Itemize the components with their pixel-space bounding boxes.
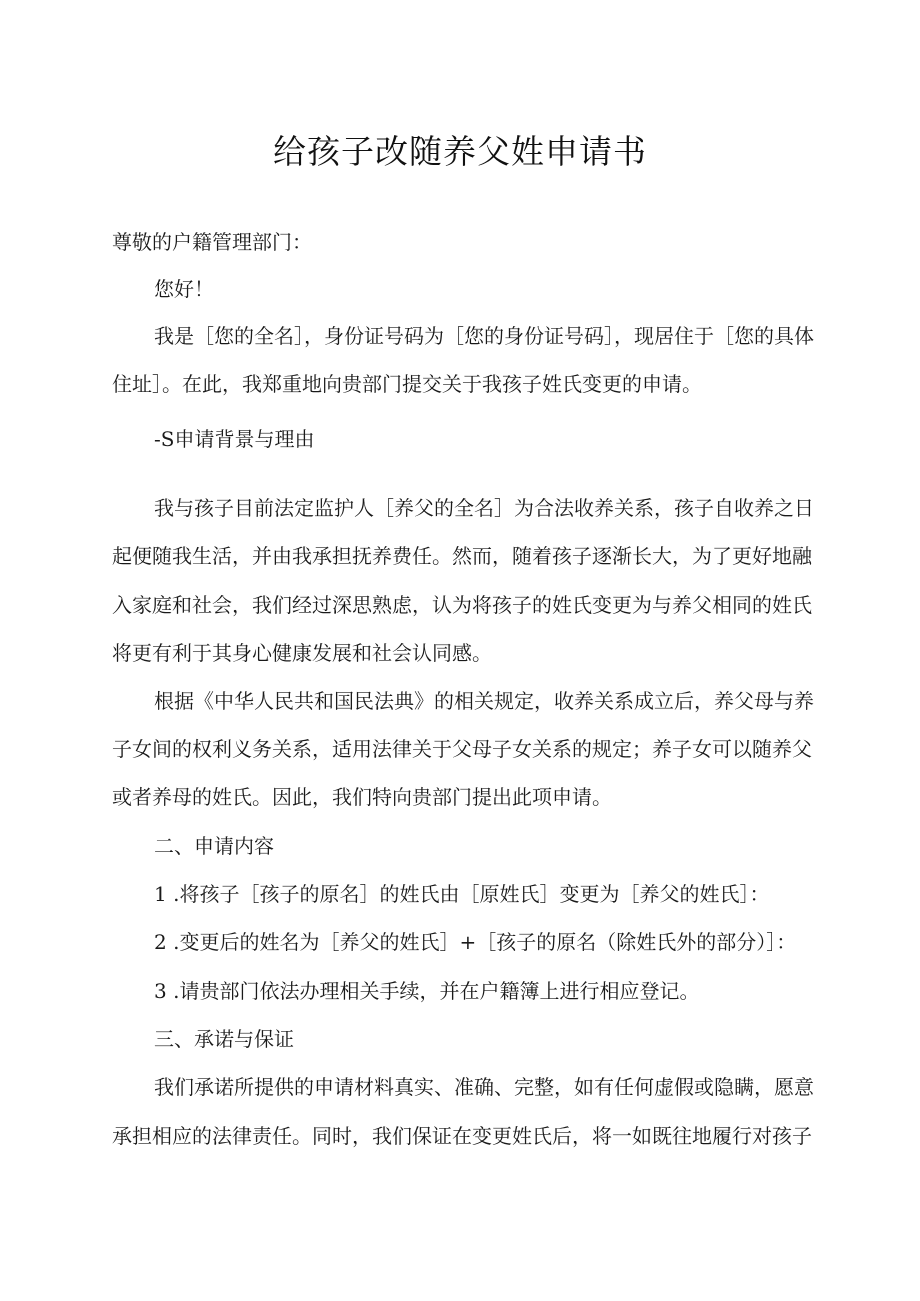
salutation: 尊敬的户籍管理部门： xyxy=(112,230,312,254)
background-line-3: 入家庭和社会，我们经过深思熟虑，认为将孩子的姓氏变更为与养父相同的姓氏 xyxy=(112,593,812,617)
background-line-4: 将更有利于其身心健康发展和社会认同感。 xyxy=(112,641,492,665)
background-line-1: 我与孩子目前法定监护人［养父的全名］为合法收养关系，孩子自收养之日 xyxy=(154,496,814,520)
legal-line-3: 或者养母的姓氏。因此，我们特向贵部门提出此项申请。 xyxy=(112,785,612,809)
request-item-3: 3 .请贵部门依法办理相关手续，并在户籍簿上进行相应登记。 xyxy=(154,979,700,1003)
commitment-line-1: 我们承诺所提供的申请材料真实、准确、完整，如有任何虚假或隐瞒，愿意 xyxy=(154,1075,814,1099)
legal-line-1: 根据《中华人民共和国民法典》的相关规定，收养关系成立后，养父母与养 xyxy=(154,689,814,713)
commitment-line-2: 承担相应的法律责任。同时，我们保证在变更姓氏后，将一如既往地履行对孩子 xyxy=(112,1124,812,1148)
background-line-2: 起便随我生活，并由我承担抚养费任。然而，随着孩子逐渐长大，为了更好地融 xyxy=(112,544,812,568)
intro-line-1: 我是［您的全名］，身份证号码为［您的身份证号码］，现居住于［您的具体 xyxy=(154,324,814,348)
request-item-1: 1 .将孩子［孩子的原名］的姓氏由［原姓氏］变更为［养父的姓氏］： xyxy=(154,882,770,906)
section1-heading: -S申请背景与理由 xyxy=(154,427,315,451)
section2-heading: 二、申请内容 xyxy=(154,834,274,858)
legal-line-2: 子女间的权利义务关系，适用法律关于父母子女关系的规定；养子女可以随养父 xyxy=(112,737,812,761)
document-title: 给孩子改随养父姓申请书 xyxy=(273,132,647,171)
request-item-2: 2 .变更后的姓名为［养父的姓氏］+［孩子的原名（除姓氏外的部分）］： xyxy=(154,930,797,954)
greeting: 您好！ xyxy=(154,277,214,301)
intro-line-2: 住址］。在此，我郑重地向贵部门提交关于我孩子姓氏变更的申请。 xyxy=(112,372,702,396)
section3-heading: 三、承诺与保证 xyxy=(154,1027,294,1051)
